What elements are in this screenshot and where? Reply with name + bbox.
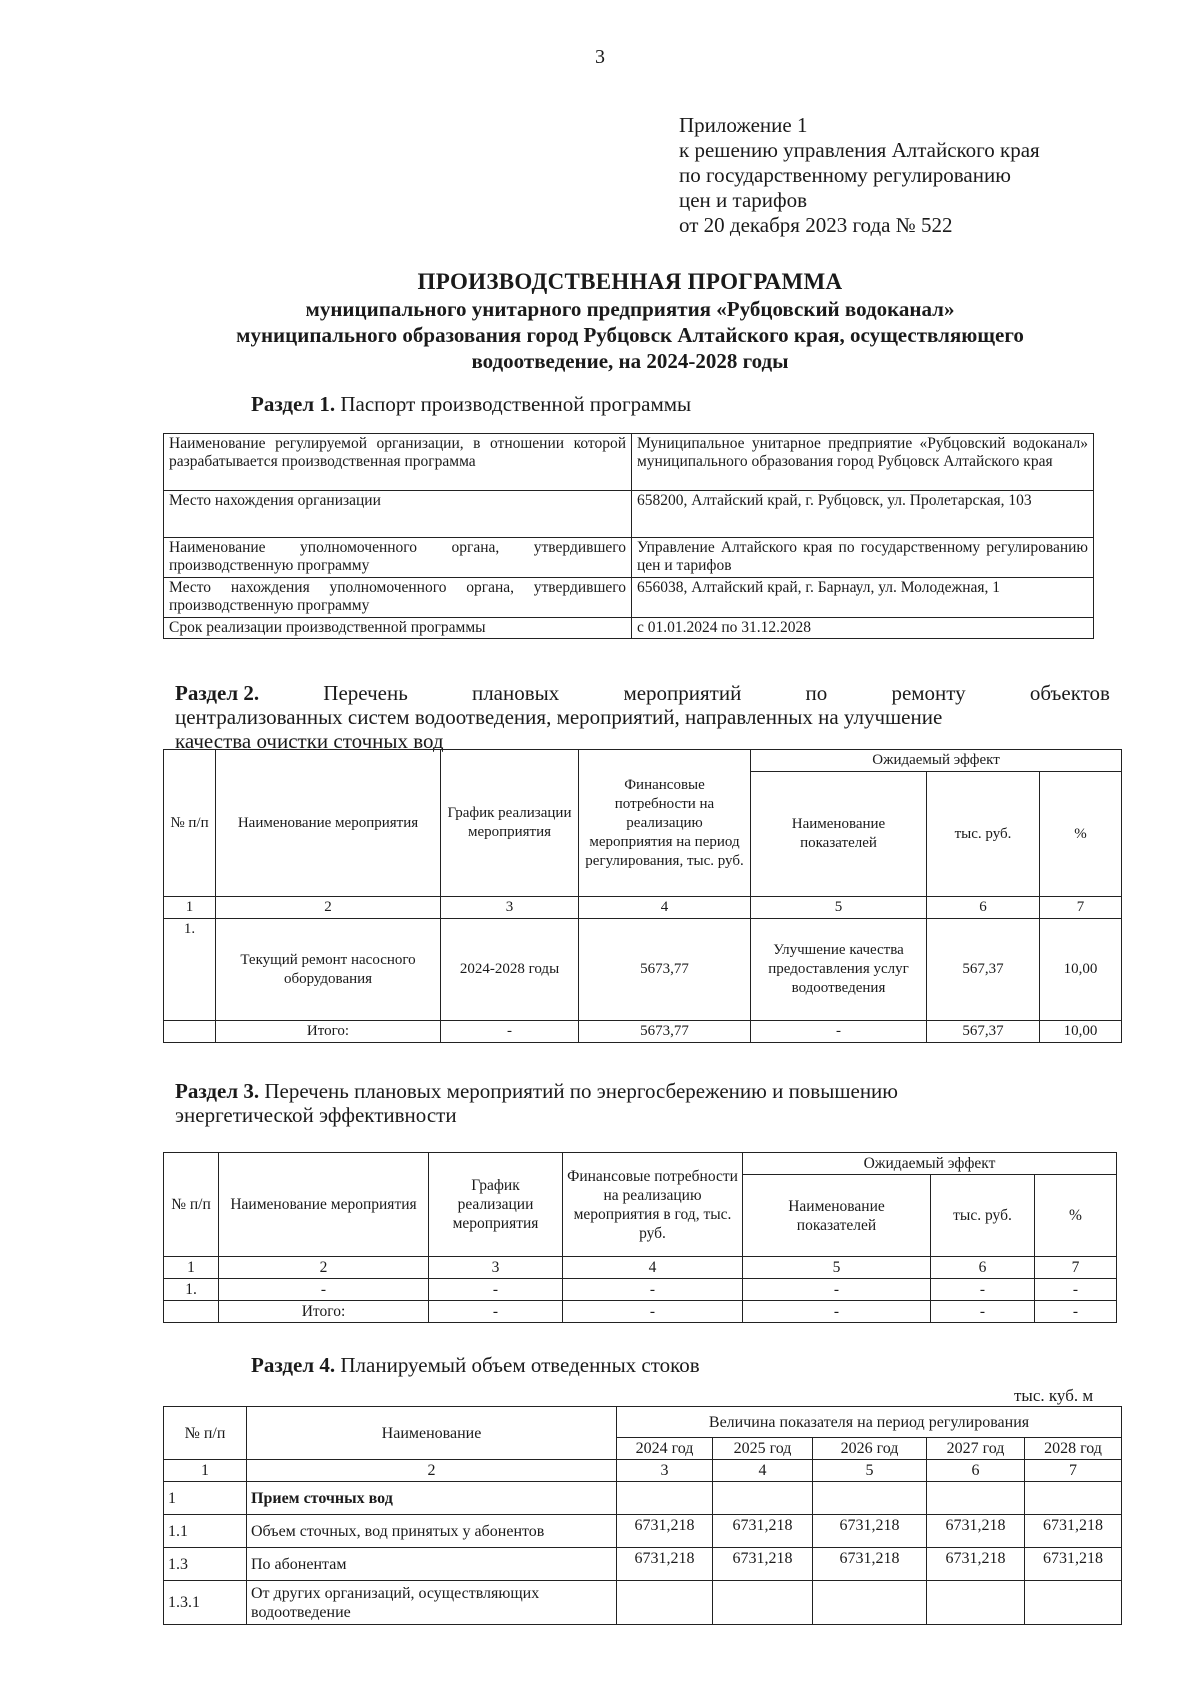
repair-measures-table: [163, 749, 1122, 1043]
header-year: 2024 год: [617, 1438, 713, 1460]
header-num: № п/п: [164, 1153, 219, 1257]
table-row: [164, 618, 1094, 639]
title-subline: муниципального унитарного предприятия «Рубцовский водоканал»: [305, 297, 955, 321]
total-label: Итого:: [219, 1301, 429, 1323]
row-schedule: 2024-2028 годы: [441, 919, 579, 1021]
table-header-row: [164, 1153, 1117, 1175]
wastewater-volume-table: [163, 1406, 1122, 1625]
row-name: Объем сточных, вод принятых у абонентов: [247, 1515, 617, 1548]
column-numbers-row: [164, 1460, 1122, 1482]
column-number: 7: [1025, 1460, 1122, 1482]
row-num: 1.: [164, 919, 216, 1021]
appendix-line: цен и тарифов: [679, 188, 808, 212]
total-rub: 567,37: [927, 1021, 1040, 1043]
title-main: ПРОИЗВОДСТВЕННАЯ ПРОГРАММА: [417, 269, 843, 294]
section2-title-line: централизованных систем водоотведения, мероприятий, направленных на улучшение: [175, 705, 943, 729]
row-num: 1.3: [164, 1548, 247, 1581]
header-year: 2027 год: [927, 1438, 1025, 1460]
header-num: № п/п: [164, 1407, 247, 1460]
section2-title-word: плановых: [471, 681, 560, 705]
column-number: 1: [164, 1460, 247, 1482]
row-schedule: -: [429, 1279, 563, 1301]
section2-title-line: качества очистки сточных вод: [175, 729, 444, 753]
column-number: 2: [216, 897, 441, 919]
row-num: 1.1: [164, 1515, 247, 1548]
passport-key: Срок реализации производственной программы: [164, 618, 632, 639]
table-row: [164, 1548, 1122, 1581]
table-row: [164, 1279, 1117, 1301]
header-year: 2026 год: [813, 1438, 927, 1460]
header-finance: Финансовые потребности на реализацию мероприятия в год, тыс. руб.: [563, 1153, 743, 1257]
header-period: Величина показателя на период регулирования: [617, 1407, 1122, 1438]
row-value: [813, 1581, 927, 1625]
row-num: 1.: [164, 1279, 219, 1301]
section3-title-line: Перечень плановых мероприятий по энергосбережению и повышению: [264, 1079, 898, 1103]
section4-title: Планируемый объем отведенных стоков: [340, 1353, 700, 1377]
column-number: 2: [219, 1257, 429, 1279]
column-number: 1: [164, 897, 216, 919]
title-subline: муниципального образования город Рубцовск Алтайского края, осуществляющего: [236, 323, 1024, 347]
appendix-line: от 20 декабря 2023 года № 522: [679, 213, 953, 237]
column-number: 6: [927, 1460, 1025, 1482]
section2-title-word: объектов: [1029, 681, 1110, 705]
row-value: 6731,218: [713, 1515, 813, 1548]
row-name: От других организаций, осуществляющих водоотведение: [247, 1581, 617, 1625]
column-number: 2: [247, 1460, 617, 1482]
column-number: 5: [751, 897, 927, 919]
row-value: [1025, 1581, 1122, 1625]
appendix-line: по государственному регулированию: [679, 163, 1011, 187]
total-pct: 10,00: [1040, 1021, 1122, 1043]
appendix-line: Приложение 1: [679, 113, 808, 137]
header-effect: Ожидаемый эффект: [751, 750, 1122, 772]
section2-title-word: по: [805, 681, 828, 705]
column-number: 1: [164, 1257, 219, 1279]
passport-value: Управление Алтайского края по государственному регулированию цен и тарифов: [632, 538, 1094, 578]
column-number: 6: [927, 897, 1040, 919]
section3-heading: [175, 1079, 1110, 1127]
section4-label: Раздел 4.: [251, 1353, 336, 1377]
passport-value: 656038, Алтайский край, г. Барнаул, ул. Молодежная, 1: [632, 578, 1094, 618]
row-value: 6731,218: [1025, 1515, 1122, 1548]
column-number: 4: [713, 1460, 813, 1482]
section1-heading: [251, 392, 691, 416]
header-year: 2028 год: [1025, 1438, 1122, 1460]
row-rub: 567,37: [927, 919, 1040, 1021]
header-rub: тыс. руб.: [931, 1175, 1035, 1257]
row-value: [713, 1581, 813, 1625]
row-name: По абонентам: [247, 1548, 617, 1581]
row-value: 6731,218: [813, 1548, 927, 1581]
total-indicator: -: [743, 1301, 931, 1323]
header-num: № п/п: [164, 750, 216, 897]
total-row: [164, 1301, 1117, 1323]
header-finance: Финансовые потребности на реализацию мероприятия на период регулирования, тыс. руб.: [579, 750, 751, 897]
row-value: [927, 1581, 1025, 1625]
title-subline: водоотведение, на 2024-2028 годы: [471, 349, 789, 373]
header-rub: тыс. руб.: [927, 772, 1040, 897]
row-num: 1.3.1: [164, 1581, 247, 1625]
row-value: 6731,218: [713, 1548, 813, 1581]
column-number: 3: [441, 897, 579, 919]
row-value: 6731,218: [1025, 1548, 1122, 1581]
column-number: 4: [579, 897, 751, 919]
row-pct: -: [1035, 1279, 1117, 1301]
header-effect: Ожидаемый эффект: [743, 1153, 1117, 1175]
total-num: [164, 1301, 219, 1323]
passport-key: Наименование уполномоченного органа, утвердившего производственную программу: [164, 538, 632, 578]
section2-title-word: ремонту: [891, 681, 966, 705]
header-indicator: Наименование показателей: [743, 1175, 931, 1257]
header-schedule: График реализации мероприятия: [429, 1153, 563, 1257]
column-number: 7: [1040, 897, 1122, 919]
row-value: 6731,218: [617, 1515, 713, 1548]
row-value: [813, 1482, 927, 1515]
row-value: [713, 1482, 813, 1515]
table-row: [164, 1581, 1122, 1625]
passport-value: с 01.01.2024 по 31.12.2028: [632, 618, 1094, 639]
row-value: 6731,218: [927, 1515, 1025, 1548]
row-name: Прием сточных вод: [247, 1482, 617, 1515]
row-rub: -: [931, 1279, 1035, 1301]
row-finance: -: [563, 1279, 743, 1301]
document-title: [150, 267, 1110, 374]
row-indicator: Улучшение качества предоставления услуг водоотведения: [751, 919, 927, 1021]
passport-table: [163, 433, 1094, 639]
column-number: 7: [1035, 1257, 1117, 1279]
header-name: Наименование мероприятия: [216, 750, 441, 897]
table-row: [164, 538, 1094, 578]
passport-key: Место нахождения уполномоченного органа, утвердившего производственную программу: [164, 578, 632, 618]
table-header-row: [164, 750, 1122, 772]
header-indicator: Наименование показателей: [751, 772, 927, 897]
total-num: [164, 1021, 216, 1043]
total-indicator: -: [751, 1021, 927, 1043]
section2-title-word: Перечень: [323, 681, 408, 705]
row-pct: 10,00: [1040, 919, 1122, 1021]
passport-key: Место нахождения организации: [164, 491, 632, 538]
table-row: [164, 491, 1094, 538]
total-rub: -: [931, 1301, 1035, 1323]
section4-heading: [251, 1353, 700, 1377]
energy-measures-table: [163, 1152, 1117, 1323]
total-row: [164, 1021, 1122, 1043]
row-value: [617, 1482, 713, 1515]
row-finance: 5673,77: [579, 919, 751, 1021]
header-pct: %: [1040, 772, 1122, 897]
section1-label: Раздел 1.: [251, 392, 336, 416]
header-name: Наименование: [247, 1407, 617, 1460]
header-pct: %: [1035, 1175, 1117, 1257]
total-label: Итого:: [216, 1021, 441, 1043]
unit-label: тыс. куб. м: [1014, 1386, 1094, 1405]
row-value: [927, 1482, 1025, 1515]
appendix-block: [679, 113, 1040, 238]
table-row: [164, 578, 1094, 618]
table-header-row: [164, 1407, 1122, 1438]
section3-title-line: энергетической эффективности: [175, 1103, 457, 1127]
row-value: 6731,218: [617, 1548, 713, 1581]
total-finance: 5673,77: [579, 1021, 751, 1043]
passport-value: 658200, Алтайский край, г. Рубцовск, ул. Пролетарская, 103: [632, 491, 1094, 538]
row-name: Текущий ремонт насосного оборудования: [216, 919, 441, 1021]
total-pct: -: [1035, 1301, 1117, 1323]
column-number: 6: [931, 1257, 1035, 1279]
header-year: 2025 год: [713, 1438, 813, 1460]
column-number: 3: [429, 1257, 563, 1279]
section2-label: Раздел 2.: [175, 681, 260, 705]
section2-title-word: мероприятий: [623, 681, 742, 705]
column-number: 5: [813, 1460, 927, 1482]
passport-value: Муниципальное унитарное предприятие «Рубцовский водоканал» муниципального образования город Рубцовск Алтайского края: [632, 434, 1094, 491]
section3-label: Раздел 3.: [175, 1079, 260, 1103]
total-schedule: -: [441, 1021, 579, 1043]
column-number: 3: [617, 1460, 713, 1482]
header-name: Наименование мероприятия: [219, 1153, 429, 1257]
column-numbers-row: [164, 1257, 1117, 1279]
row-value: 6731,218: [813, 1515, 927, 1548]
row-name: -: [219, 1279, 429, 1301]
table-row: [164, 919, 1122, 1021]
page-number: 3: [595, 46, 605, 68]
table-row: [164, 1515, 1122, 1548]
section2-heading: [175, 681, 1110, 753]
total-finance: -: [563, 1301, 743, 1323]
total-schedule: -: [429, 1301, 563, 1323]
section1-title: Паспорт производственной программы: [340, 392, 692, 416]
column-number: 4: [563, 1257, 743, 1279]
row-indicator: -: [743, 1279, 931, 1301]
row-value: 6731,218: [927, 1548, 1025, 1581]
row-num: 1: [164, 1482, 247, 1515]
appendix-line: к решению управления Алтайского края: [679, 138, 1040, 162]
table-row: [164, 434, 1094, 491]
column-numbers-row: [164, 897, 1122, 919]
passport-key: Наименование регулируемой организации, в отношении которой разрабатывается производственная программа: [164, 434, 632, 491]
table-row: [164, 1482, 1122, 1515]
header-schedule: График реализации мероприятия: [441, 750, 579, 897]
row-value: [1025, 1482, 1122, 1515]
row-value: [617, 1581, 713, 1625]
column-number: 5: [743, 1257, 931, 1279]
